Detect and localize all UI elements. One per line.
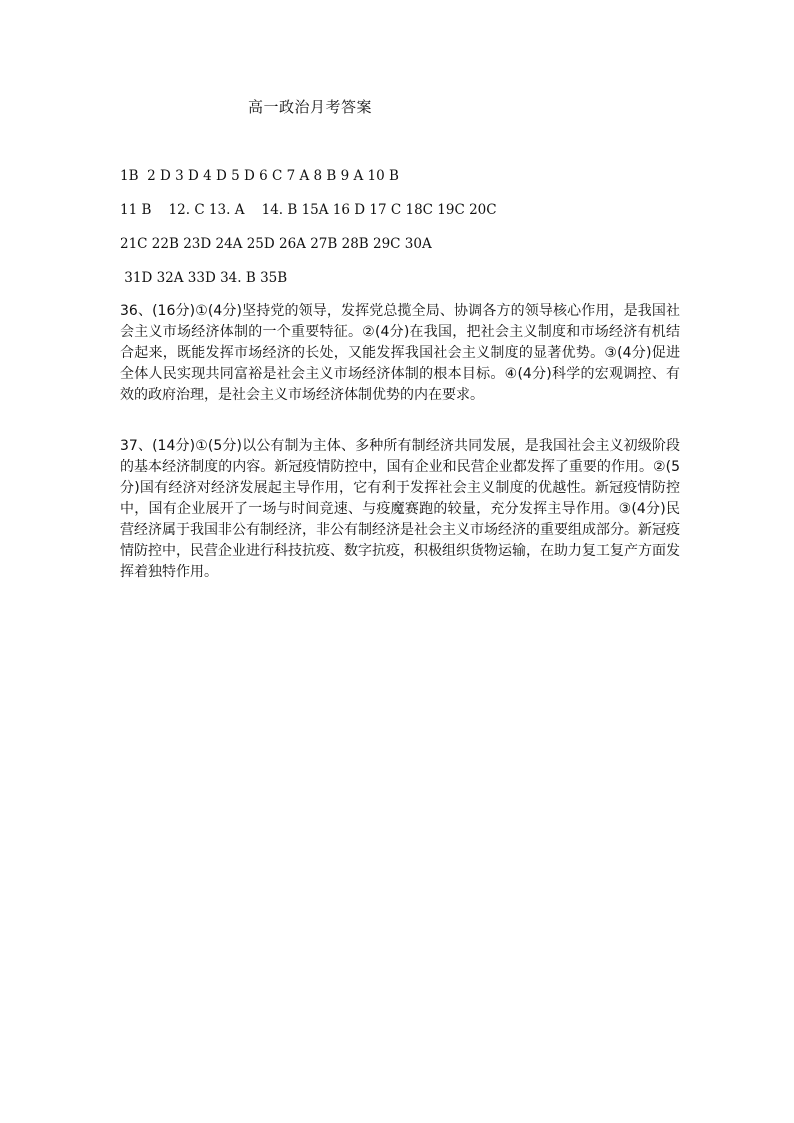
answer-line-3: 21C 22B 23D 24A 25D 26A 27B 28B 29C 30A [120,236,432,252]
document-title: 高一政治月考答案 [248,98,373,116]
answer-line-2: 11 B 12. C 13. A 14. B 15A 16 D 17 C 18C 19C 20C [120,202,497,218]
question-37-answer: 37、(14分)①(5分)以公有制为主体、多种所有制经济共同发展，是我国社会主义初级阶段的基本经济制度的内容。新冠疫情防控中，国有企业和民营企业都发挥了重要的作用。②(5分)国有经济对经济发展起主导作用，它有利于发挥社会主义制度的优越性。新冠疫情防控中，国有企业展开了一场与时间竞速、与疫魔赛跑的较量，充分发挥主导作用。③(4分)民营经济属于我国非公有制经济，非公有制经济是社会主义市场经济的重要组成部分。新冠疫情防控中，民营企业进行科技抗疫、数字抗疫，积极组织货物运输，在助力复工复产方面发挥着独特作用。 [120,438,680,580]
answer-line-4: 31D 32A 33D 34. B 35B [120,270,288,286]
question-36-answer: 36、(16分)①(4分)坚持党的领导，发挥党总揽全局、协调各方的领导核心作用，是我国社会主义市场经济体制的一个重要特征。②(4分)在我国，把社会主义制度和市场经济有机结合起来，既能发挥市场经济的长处，又能发挥我国社会主义制度的显著优势。③(4分)促进全体人民实现共同富裕是社会主义市场经济体制的根本目标。④(4分)科学的宏观调控、有效的政府治理，是社会主义市场经济体制优势的内在要求。 [120,303,680,403]
answer-line-1: 1B 2 D 3 D 4 D 5 D 6 C 7 A 8 B 9 A 10 B [120,168,399,184]
